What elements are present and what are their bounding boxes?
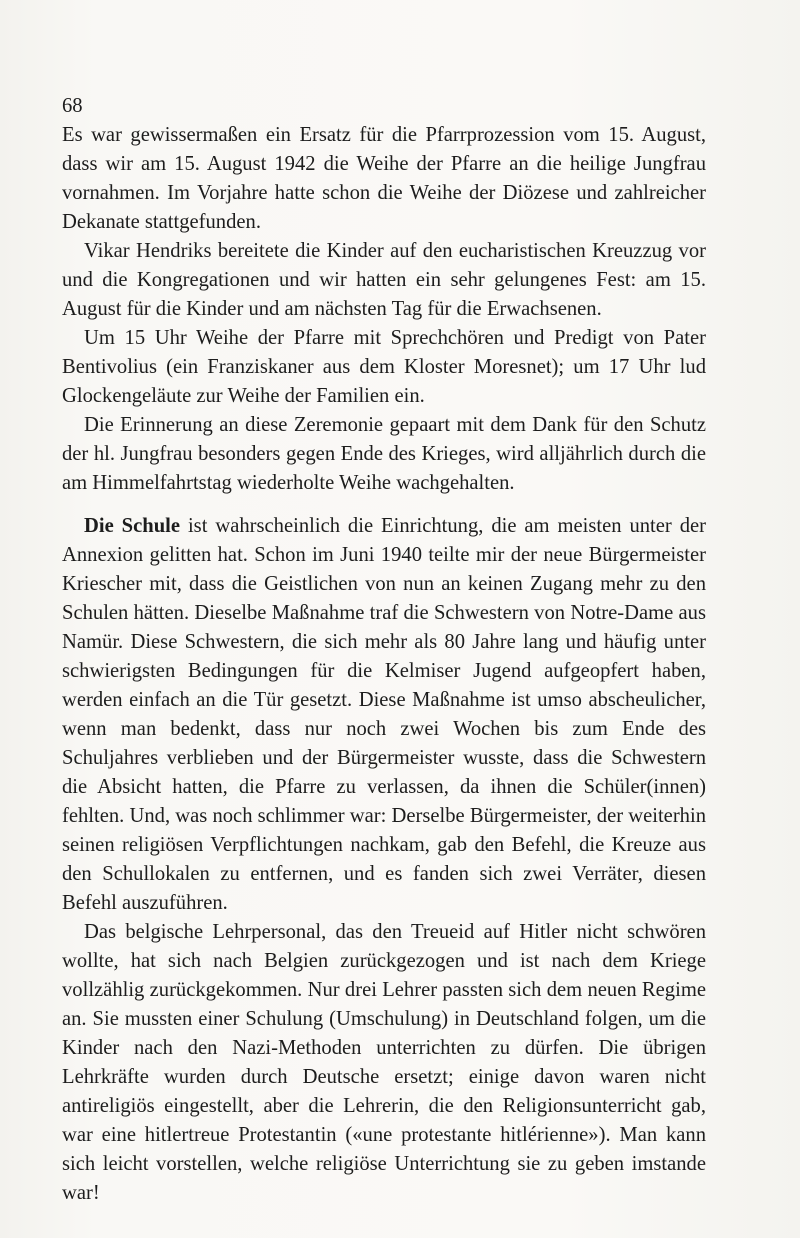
section-gap (62, 498, 706, 512)
paragraph-die-schule (62, 512, 706, 918)
paragraph-prozession: Es war gewissermaßen ein Ersatz für die Pfarrprozession vom 15. August, dass wir am 15. August 1942 die Weihe der Pfarre an die heilige Jungfrau vornahmen. Im Vorjahre hatte schon die Weihe der Diözese und zahlreicher Dekanate stattgefunden. (62, 124, 706, 233)
paragraph-weihe-pfarre: Um 15 Uhr Weihe der Pfarre mit Sprechchören und Predigt von Pater Bentivolius (ein Franziskaner aus dem Kloster Moresnet); um 17 Uhr lud Glockengeläute zur Weihe der Familien ein. (62, 327, 706, 407)
page-text-block (62, 92, 706, 1208)
section-heading-die-schule: Die Schule (84, 515, 181, 537)
page-number: 68 (62, 95, 83, 117)
paragraph-erinnerung: Die Erinnerung an diese Zeremonie gepaart mit dem Dank für den Schutz der hl. Jungfrau besonders gegen Ende des Krieges, wird alljährlich durch die am Himmelfahrtstag wiederholte Weihe wachgehalten. (62, 414, 706, 494)
paragraph-vikar-hendriks: Vikar Hendriks bereitete die Kinder auf den eucharistischen Kreuzzug vor und die Kongregationen und wir hatten ein sehr gelungenes Fest: am 15. August für die Kinder und am nächsten Tag für die Erwachsenen. (62, 240, 706, 320)
paragraph-lehrpersonal: Das belgische Lehrpersonal, das den Treueid auf Hitler nicht schwören wollte, hat sich nach Belgien zurückgezogen und ist nach dem Kriege vollzählig zurückgekommen. Nur drei Lehrer passten sich dem neuen Regime an. Sie mussten einer Schulung (Umschulung) in Deutschland folgen, um die Kinder nach den Nazi-Methoden unterrichten zu dürfen. Die übrigen Lehrkräfte wurden durch Deutsche ersetzt; einige davon waren nicht antireligiös eingestellt, aber die Lehrerin, die den Religionsunterricht gab, war eine hitlertreue Protestantin («une protestante hitlérienne»). Man kann sich leicht vorstellen, welche religiöse Unterrichtung sie zu geben imstande war! (62, 921, 706, 1204)
paragraph-die-schule-text: ist wahrscheinlich die Einrichtung, die am meisten unter der Annexion gelitten hat. Schon im Juni 1940 teilte mir der neue Bürgermeister Kriescher mit, dass die Geistlichen von nun an keinen Zugang mehr zu den Schulen hätten. Dieselbe Maßnahme traf die Schwestern von Notre-Dame aus Namür. Diese Schwestern, die sich mehr als 80 Jahre lang und häufig unter schwierigsten Bedingungen für die Kelmiser Jugend aufgeopfert haben, werden einfach an die Tür gesetzt. Diese Maßnahme ist umso abscheulicher, wenn man bedenkt, dass nur noch zwei Wochen bis zum Ende des Schuljahres verblieben und der Bürgermeister wusste, dass die Schwestern die Absicht hatten, die Pfarre zu verlassen, da ihnen die Schüler(innen) fehlten. Und, was noch schlimmer war: Derselbe Bürgermeister, der weiterhin seinen religiösen Verpflichtungen nachkam, gab den Befehl, die Kreuze aus den Schullokalen zu entfernen, und es fanden sich zwei Verräter, diesen Befehl auszuführen. (62, 515, 707, 914)
